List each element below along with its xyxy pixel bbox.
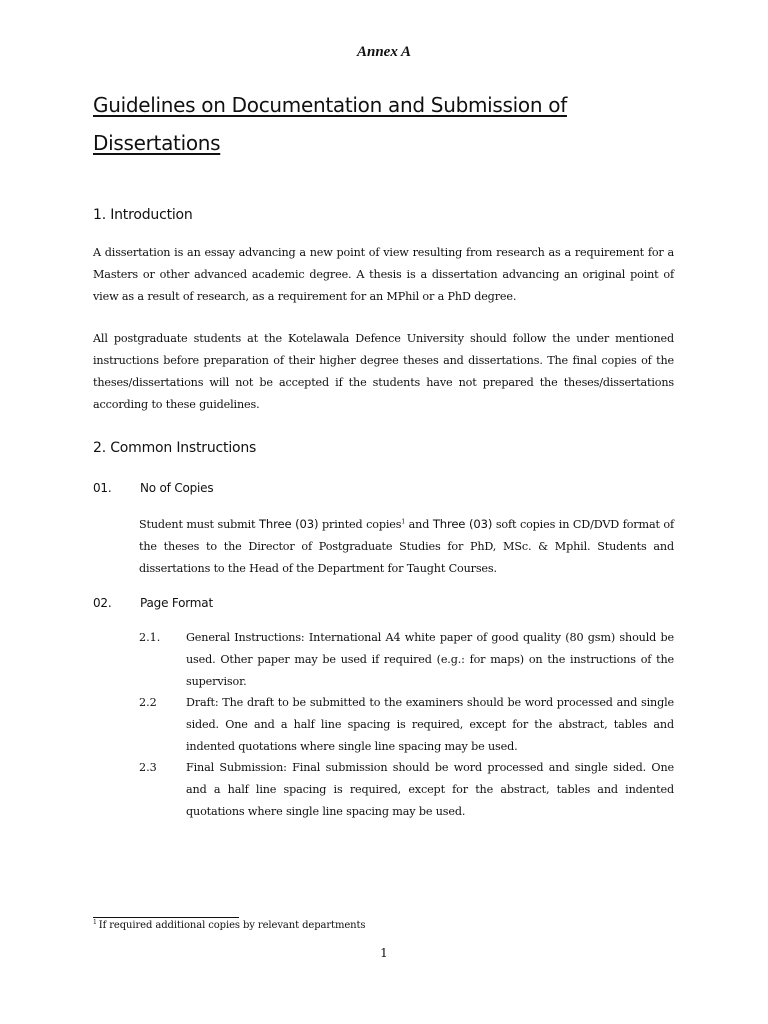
footnote-reference[interactable]: 1	[401, 518, 406, 526]
no-of-copies-paragraph	[139, 513, 674, 580]
item-number: 02.	[93, 596, 112, 610]
copies-text-and: and	[405, 518, 433, 531]
item-title: No of Copies	[140, 481, 214, 495]
item-number: 01.	[93, 481, 112, 495]
subitem-number: 2.1.	[139, 631, 161, 644]
introduction-paragraph-2: All postgraduate students at the Kotelawala Defence University should follow the under mentioned instructions before preparation of their higher degree theses and dissertations. The final copies of the theses/dissertations will not be accepted if the students have not prepared the theses/dissertations according to these guidelines.	[93, 332, 674, 411]
item-title: Page Format	[140, 596, 213, 610]
subitem-text: Draft: The draft to be submitted to the examiners should be word processed and single sided. One and a half line spacing is required, except for the abstract, tables and indented quotations where single line spacing may be used.	[186, 696, 674, 753]
printed-copies-count: Three (03)	[258, 517, 319, 531]
copies-text-printed: printed copies	[318, 518, 402, 531]
footnote-text: If required additional copies by relevant departments	[98, 920, 366, 931]
section-introduction-heading: 1. Introduction	[93, 207, 193, 223]
document-title: Guidelines on Documentation and Submission of Dissertations	[93, 93, 567, 155]
annex-label: Annex A	[356, 44, 412, 60]
subitem-number: 2.2	[139, 696, 157, 709]
footnote	[93, 920, 365, 931]
subitem-number: 2.3	[139, 761, 157, 774]
footnote-marker: 1	[93, 918, 97, 926]
copies-text-end: soft copies in CD/DVD format of the theses to the Director of Postgraduate Studies for PhD, MSc. & Mphil. Students and dissertations to the Head of the Department for Taught Courses.	[139, 518, 674, 575]
footnote-separator	[93, 917, 239, 918]
soft-copies-count: Three (03)	[432, 517, 493, 531]
page-number: 1	[380, 946, 388, 960]
copies-text-start: Student must submit	[139, 518, 259, 531]
section-common-instructions-heading: 2. Common Instructions	[93, 440, 257, 456]
subitem-text: General Instructions: International A4 white paper of good quality (80 gsm) should be used. Other paper may be used if required (e.g.: for maps) on the instructions of the supervisor.	[186, 631, 674, 688]
subitem-text: Final Submission: Final submission should be word processed and single sided. One and a half line spacing is required, except for the abstract, tables and indented quotations where single line spacing may be used.	[186, 761, 674, 818]
introduction-paragraph-1: A dissertation is an essay advancing a new point of view resulting from research as a requirement for a Masters or other advanced academic degree. A thesis is a dissertation advancing an original point of view as a result of research, as a requirement for an MPhil or a PhD degree.	[93, 246, 674, 303]
